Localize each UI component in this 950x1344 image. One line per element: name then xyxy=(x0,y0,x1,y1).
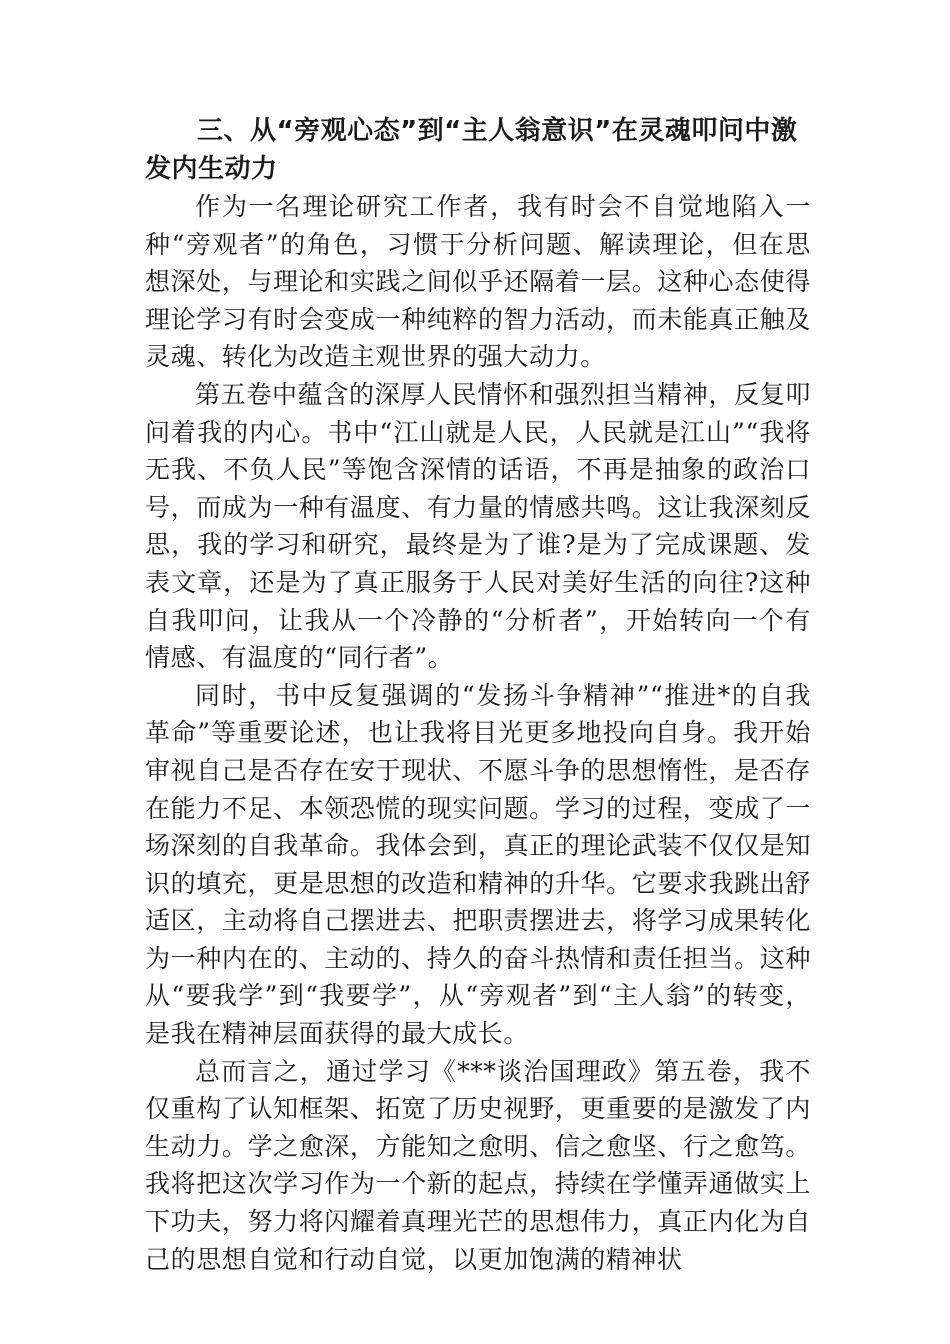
section-heading: 三、从“旁观心态”到“主人翁意识”在灵魂叩问中激发内生动力 xyxy=(145,116,798,184)
paragraph-2: 第五卷中蕴含的深厚人民情怀和强烈担当精神，反复叩问着我的内心。书中“江山就是人民，人民就是江山”“我将无我、不负人民”等饱含深情的话语，不再是抽象的政治口号，而成为一种有温度、有力量的情感共鸣。这让我深刻反思，我的学习和研究，最终是为了谁?是为了完成课题、发表文章，还是为了真正服务于人民对美好生活的向往?这种自我叩问，让我从一个冷静的“分析者”，开始转向一个有情感、有温度的“同行者”。 xyxy=(145,379,811,673)
paragraph-1: 作为一名理论研究工作者，我有时会不自觉地陷入一种“旁观者”的角色，习惯于分析问题、解读理论，但在思想深处，与理论和实践之间似乎还隔着一层。这种心态使得理论学习有时会变成一种纯粹的智力活动，而未能真正触及灵魂、转化为改造主观世界的强大动力。 xyxy=(145,192,811,372)
paragraph-3: 同时，书中反复强调的“发扬斗争精神”“推进*的自我革命”等重要论述，也让我将目光更多地投向自身。我开始审视自己是否存在安于现状、不愿斗争的思想惰性，是否存在能力不足、本领恐慌的现实问题。学习的过程，变成了一场深刻的自我革命。我体会到，真正的理论武装不仅仅是知识的填充，更是思想的改造和精神的升华。它要求我跳出舒适区，主动将自己摆进去、把职责摆进去，将学习成果转化为一种内在的、主动的、持久的奋斗热情和责任担当。这种从“要我学”到“我要学”，从“旁观者”到“主人翁”的转变，是我在精神层面获得的最大成长。 xyxy=(145,680,811,1049)
paragraph-4: 总而言之，通过学习《***谈治国理政》第五卷，我不仅重构了认知框架、拓宽了历史视野，更重要的是激发了内生动力。学之愈深，方能知之愈明、信之愈坚、行之愈笃。我将把这次学习作为一个新的起点，持续在学懂弄通做实上下功夫，努力将闪耀着真理光芒的思想伟力，真正内化为自己的思想自觉和行动自觉，以更加饱满的精神状 xyxy=(145,1056,811,1274)
document-page xyxy=(145,112,811,1278)
